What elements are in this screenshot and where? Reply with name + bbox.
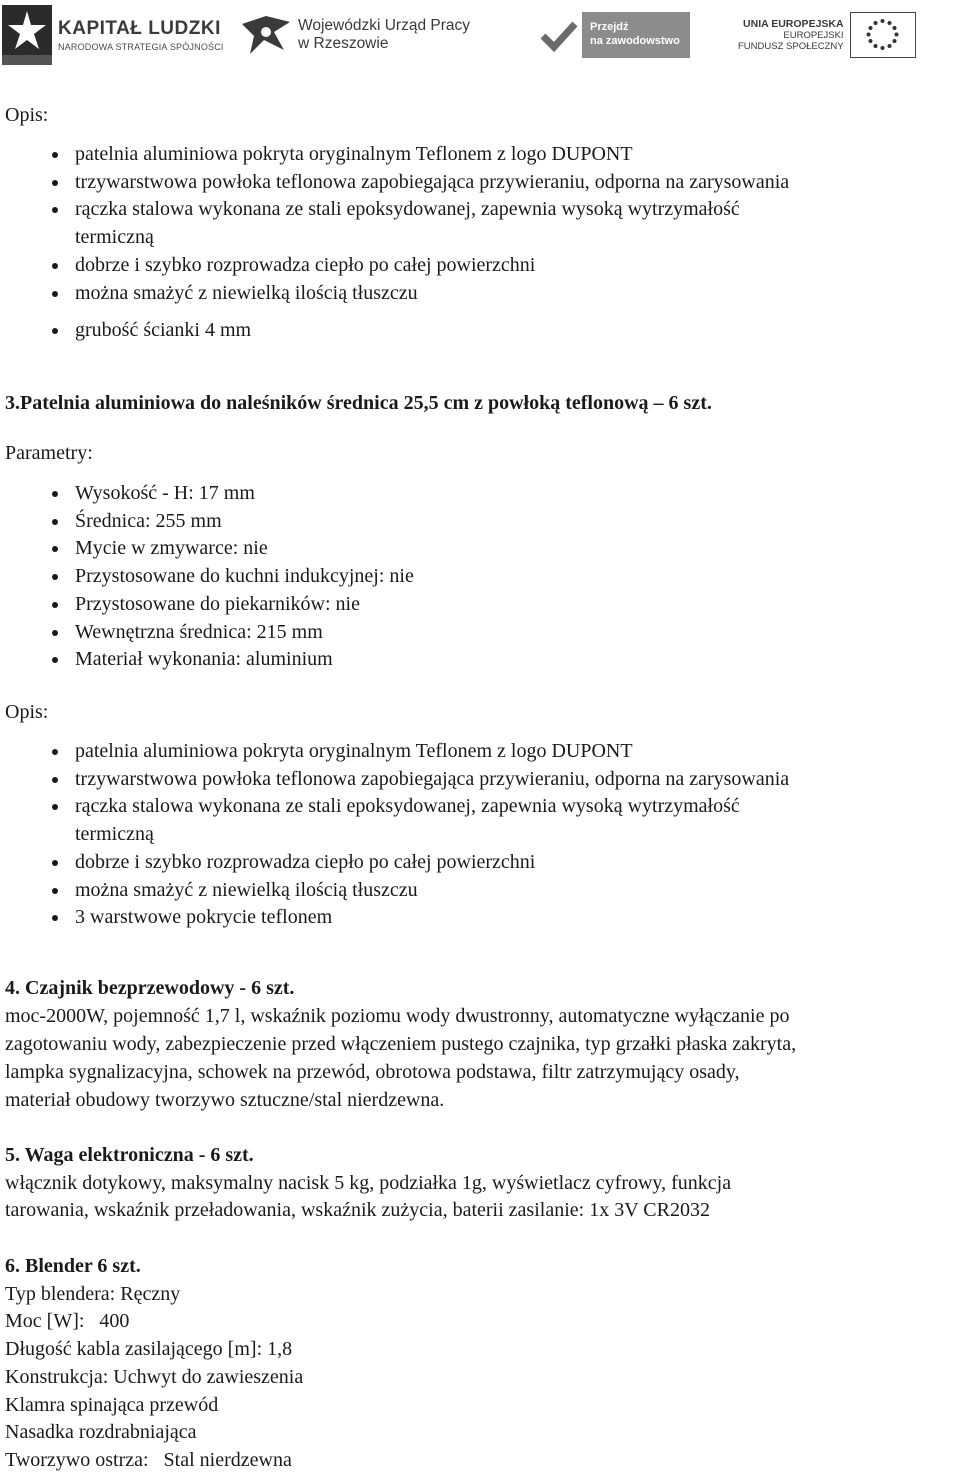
opis-label: Opis: xyxy=(5,104,49,126)
eu-line-2: EUROPEJSKI xyxy=(783,30,844,41)
eu-line-3: FUNDUSZ SPOŁECZNY xyxy=(738,41,844,52)
list-item: rączka stalowa wykonana ze stali epoksydowanej, zapewnia wysoką wytrzymałość xyxy=(0,793,789,821)
wup-line-2: w Rzeszowie xyxy=(298,35,389,52)
list-item: Wewnętrzna średnica: 215 mm xyxy=(0,619,414,647)
section-3-heading: 3.Patelnia aluminiowa do naleśników średnica 25,5 cm z powłoką teflonową – 6 szt. xyxy=(5,392,712,414)
section-5-line: tarowania, wskaźnik przeładowania, wskaźnik zużycia, baterii zasilanie: 1x 3V CR2032 xyxy=(5,1199,710,1221)
section-6-line: Moc [W]: 400 xyxy=(5,1310,130,1332)
list-item: rączka stalowa wykonana ze stali epoksydowanej, zapewnia wysoką wytrzymałość xyxy=(0,196,789,224)
list-item: Przystosowane do piekarników: nie xyxy=(0,591,414,619)
przejdz-box xyxy=(582,12,690,58)
section-4-line: moc-2000W, pojemność 1,7 l, wskaźnik poziomu wody dwustronny, automatyczne wyłączanie po xyxy=(5,1005,790,1027)
bullet-icon xyxy=(52,860,58,866)
bullet-icon xyxy=(52,888,58,894)
list-item: Przystosowane do kuchni indukcyjnej: nie xyxy=(0,563,414,591)
section-6-line: Nasadka rozdrabniająca xyxy=(5,1421,197,1443)
bullet-icon xyxy=(52,207,58,213)
bullet-icon xyxy=(52,491,58,497)
bullet-icon xyxy=(52,263,58,269)
bullet-icon xyxy=(52,657,58,663)
bullet-icon xyxy=(52,574,58,580)
list-item: Średnica: 255 mm xyxy=(0,508,414,536)
bullet-icon xyxy=(52,804,58,810)
list-item: patelnia aluminiowa pokryta oryginalnym Teflonem z logo DUPONT xyxy=(0,738,789,766)
list-item: grubość ścianki 4 mm xyxy=(0,317,789,345)
list-item: można smażyć z niewielką ilością tłuszczu xyxy=(0,280,789,308)
parametry-label: Parametry: xyxy=(5,442,93,464)
wup-emblem-icon xyxy=(238,10,294,60)
przejdz-line-2: na zawodowstwo xyxy=(590,35,680,47)
section-6-line: Klamra spinająca przewód xyxy=(5,1394,219,1416)
bullet-icon xyxy=(52,180,58,186)
description-list xyxy=(0,738,789,932)
bullet-icon xyxy=(52,519,58,525)
eu-flag-icon xyxy=(850,12,916,58)
bullet-icon xyxy=(52,152,58,158)
section-4-line: materiał obudowy tworzywo sztuczne/stal nierdzewna. xyxy=(5,1089,445,1111)
checkmark-icon xyxy=(540,16,578,54)
list-item: Mycie w zmywarce: nie xyxy=(0,535,414,563)
kl-title: KAPITAŁ LUDZKI xyxy=(58,18,221,39)
section-6-line: Typ blendera: Ręczny xyxy=(5,1283,181,1305)
opis-label: Opis: xyxy=(5,701,49,723)
description-list xyxy=(0,141,789,345)
list-item: 3 warstwowe pokrycie teflonem xyxy=(0,904,789,932)
bullet-icon xyxy=(52,602,58,608)
list-item: Materiał wykonania: aluminium xyxy=(0,646,414,674)
wup-logo xyxy=(238,4,470,66)
eu-line-1: UNIA EUROPEJSKA xyxy=(743,18,844,30)
section-6-line: Konstrukcja: Uchwyt do zawieszenia xyxy=(5,1366,304,1388)
list-item-continuation: termiczną xyxy=(75,823,154,846)
list-item: dobrze i szybko rozprowadza ciepło po całej powierzchni xyxy=(0,849,789,877)
section-5-heading: 5. Waga elektroniczna - 6 szt. xyxy=(5,1144,254,1166)
kl-subtitle: NARODOWA STRATEGIA SPÓJNOŚCI xyxy=(58,42,224,52)
bullet-icon xyxy=(52,630,58,636)
bullet-icon xyxy=(52,328,58,334)
bullet-icon xyxy=(52,291,58,297)
logo-header xyxy=(0,0,960,72)
wup-line-1: Wojewódzki Urząd Pracy xyxy=(298,17,470,34)
section-5-line: włącznik dotykowy, maksymalny nacisk 5 kg, podziałka 1g, wyświetlacz cyfrowy, funkcja xyxy=(5,1172,732,1194)
list-item: trzywarstwowa powłoka teflonowa zapobiegająca przywieraniu, odporna na zarysowania xyxy=(0,169,789,197)
bullet-icon xyxy=(52,777,58,783)
parameters-list xyxy=(0,480,414,674)
section-4-line: zagotowaniu wody, zabezpieczenie przed włączeniem pustego czajnika, typ grzałki płaska zakryta, xyxy=(5,1033,797,1055)
bullet-icon xyxy=(52,915,58,921)
przejdz-logo xyxy=(540,4,690,66)
list-item: patelnia aluminiowa pokryta oryginalnym Teflonem z logo DUPONT xyxy=(0,141,789,169)
przejdz-line-1: Przejdź xyxy=(590,21,629,33)
list-item: Wysokość - H: 17 mm xyxy=(0,480,414,508)
bullet-icon xyxy=(52,546,58,552)
section-4-line: lampka sygnalizacyjna, schowek na przewód, obrotowa podstawa, filtr zatrzymujący osady, xyxy=(5,1061,740,1083)
section-6-line: Długość kabla zasilającego [m]: 1,8 xyxy=(5,1338,293,1360)
eu-logo xyxy=(738,4,916,66)
kapital-ludzki-logo xyxy=(2,4,224,66)
list-item: można smażyć z niewielką ilością tłuszczu xyxy=(0,877,789,905)
list-item-continuation: termiczną xyxy=(75,226,154,249)
section-6-heading: 6. Blender 6 szt. xyxy=(5,1255,141,1277)
bullet-icon xyxy=(52,749,58,755)
kapital-ludzki-emblem-icon xyxy=(2,5,52,65)
section-4-heading: 4. Czajnik bezprzewodowy - 6 szt. xyxy=(5,977,295,999)
section-6-line: Tworzywo ostrza: Stal nierdzewna xyxy=(5,1449,292,1471)
list-item: dobrze i szybko rozprowadza ciepło po całej powierzchni xyxy=(0,252,789,280)
list-item: trzywarstwowa powłoka teflonowa zapobiegająca przywieraniu, odporna na zarysowania xyxy=(0,766,789,794)
